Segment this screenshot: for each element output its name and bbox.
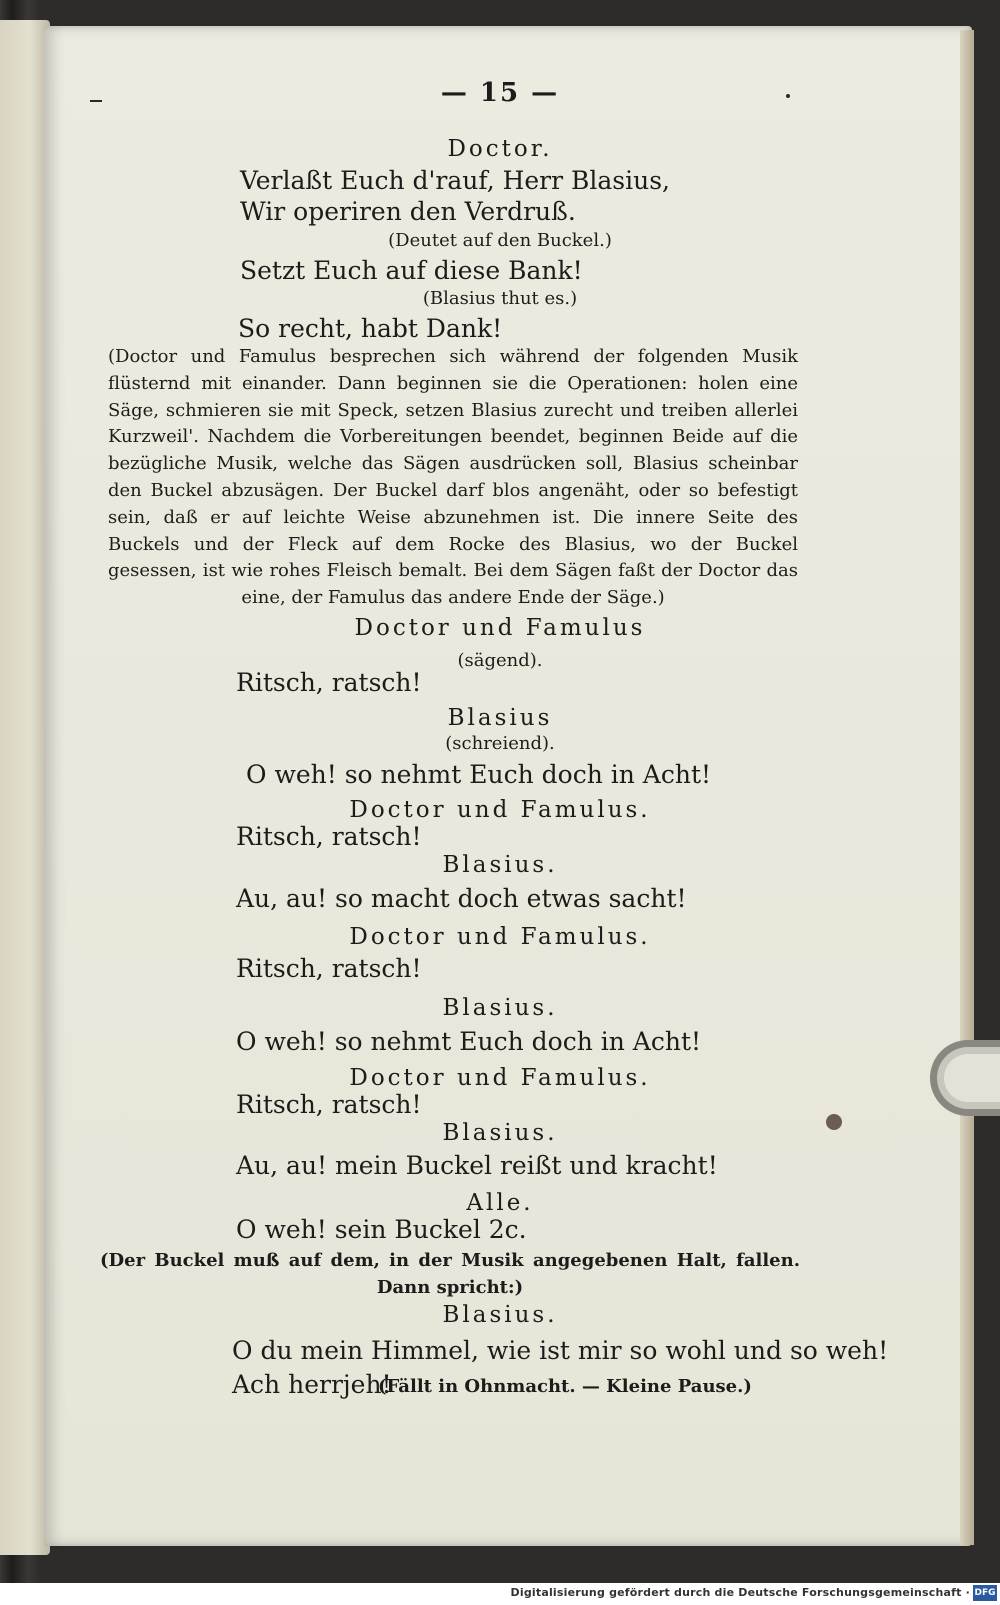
- verse-line: O weh! sein Buckel 2c.: [236, 1215, 527, 1244]
- stage-direction-paragraph: (Doctor und Famulus besprechen sich während der folgenden Musik flüsternd mit einander. Dann beginnen sie die Operationen: holen eine Säge, schmieren sie mit Speck, setzen Blasius zurecht und treiben allerlei Kurzweil'. Nachdem die Vorbereitungen beendet, beginnen Beide auf die bezügliche Musik, welche das Sägen ausdrücken soll, Blasius scheinbar den Buckel abzusägen. Der Buckel darf blos angenäht, oder so befestigt sein, daß er auf leichte Weise abzunehmen ist. Die innere Seite des Buckels und der Fleck auf dem Rocke des Blasius, wo der Buckel gesessen, ist wie rohes Fleisch bemalt. Bei dem Sägen faßt der Doctor das eine, der Famulus das andere Ende der Säge.): [108, 346, 798, 609]
- speaker-doctor-famulus: Doctor und Famulus.: [349, 924, 651, 950]
- verse-line: Ritsch, ratsch!: [236, 668, 422, 697]
- speaker-doctor: Doctor.: [447, 136, 553, 162]
- verse-line: Verlaßt Euch d'rauf, Herr Blasius,: [240, 166, 671, 195]
- verse-line: Au, au! so macht doch etwas sacht!: [236, 884, 687, 913]
- footer-bar: [0, 1583, 1000, 1605]
- verse-line: Ritsch, ratsch!: [236, 822, 422, 851]
- verse-line: O weh! so nehmt Euch doch in Acht!: [236, 1027, 702, 1056]
- speaker-blasius: Blasius: [447, 705, 553, 731]
- verse-line: O du mein Himmel, wie ist mir so wohl und so weh!: [232, 1336, 889, 1365]
- dfg-logo-icon: DFG: [973, 1585, 997, 1601]
- speaker-doctor-famulus: Doctor und Famulus.: [349, 797, 651, 823]
- speaker-alle: Alle.: [466, 1190, 534, 1216]
- speaker-blasius: Blasius.: [442, 852, 558, 878]
- verse-line: Ritsch, ratsch!: [236, 1090, 422, 1119]
- stage-direction: (schreiend).: [445, 733, 555, 754]
- verse-line: Wir operiren den Verdruß.: [240, 197, 576, 226]
- speaker-doctor-famulus: Doctor und Famulus.: [349, 1065, 651, 1091]
- stage-direction: (Blasius thut es.): [422, 288, 578, 309]
- stage-direction-paragraph: (Der Buckel muß auf dem, in der Musik angegebenen Halt, fallen. Dann spricht:): [100, 1250, 800, 1298]
- verse-line: Ach herrjeh!: [232, 1370, 392, 1399]
- speaker-blasius: Blasius.: [442, 1120, 558, 1146]
- verse-line: O weh! so nehmt Euch doch in Acht!: [246, 760, 712, 789]
- stage-direction: (Deutet auf den Buckel.): [388, 230, 612, 251]
- verse-line: Setzt Euch auf diese Bank!: [240, 256, 583, 285]
- speaker-blasius: Blasius.: [442, 995, 558, 1021]
- verse-line: Ritsch, ratsch!: [236, 954, 422, 983]
- verse-line: So recht, habt Dank!: [238, 314, 503, 343]
- verse-line: Au, au! mein Buckel reißt und kracht!: [236, 1151, 718, 1180]
- speaker-doctor-famulus: Doctor und Famulus: [354, 615, 646, 641]
- stage-direction: (Fällt in Ohnmacht. — Kleine Pause.): [378, 1376, 752, 1397]
- page-number: — 15 —: [440, 78, 560, 108]
- footer-credit: Digitalisierung gefördert durch die Deutsche Forschungsgemeinschaft ·: [510, 1586, 970, 1599]
- stage-direction: (sägend).: [457, 650, 543, 671]
- speaker-blasius: Blasius.: [442, 1302, 558, 1328]
